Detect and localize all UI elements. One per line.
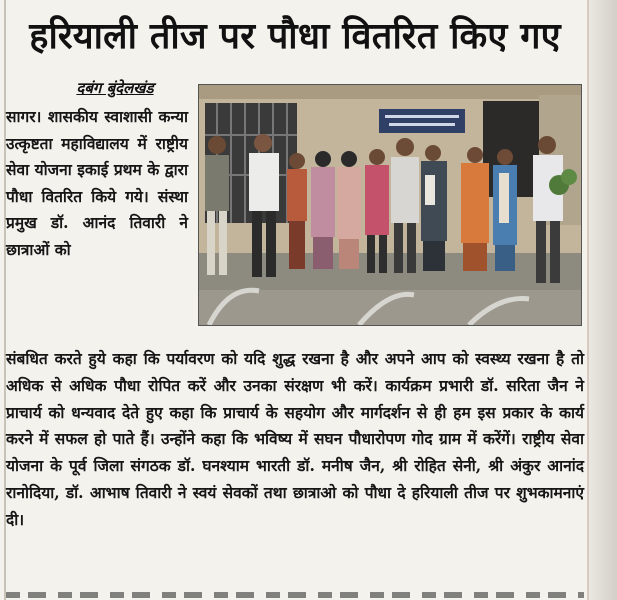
article-body: संबधित करते हुये कहा कि पर्यावरण को यदि शुद्ध रखना है और अपने आप को स्वस्थ्य रखना है तो अधिक से अधिक पौधा रोपित करें और उनका संरक्षण भी करें। कार्यक्रम प्रभारी डॉ. सरिता जैन ने प्राचार्य को धन्यवाद देते हुए कहा कि प्राचार्य के सहयोग और मार्गदर्शन से ही हम इस प्रकार के कार्य करने में सफल हो पाते हैं। उन्होंने कहा कि भविष्य में सघन पौधारोपण गोद ग्राम में करेंगें। राष्ट्रीय सेवा योजना के पूर्व जिला संगठक डॉ. घनश्याम भारती डॉ. मनीष जैन, श्री रोहित सेनी, श्री अंकुर आनांद रानोदिया, डॉ. आभाष तिवारी ने स्वयं सेवकों तथा छात्राओ को पौधा दे हरियाली तीज पर शुभकामनाएं दी। [6, 349, 584, 529]
group-photo-illustration [199, 85, 581, 325]
adjacent-column-edge [587, 0, 617, 600]
article-lead-text: शासकीय स्वाशासी कन्या उत्कृष्टता महाविद्यालय में राष्ट्रीय सेवा योजना इकाई प्रथम के द्वारा पौधा वितरित किये गये। संस्था प्रमुख डॉ. आनंद तिवारी ने छात्राओं को [6, 107, 188, 259]
article-lead-column [6, 104, 188, 263]
article-photo [198, 84, 582, 326]
article-dateline: सागर। [6, 107, 42, 126]
next-article-cutoff [6, 588, 584, 600]
article-byline: दबंग बुंदेलखंड [76, 79, 154, 97]
article-headline: हरियाली तीज पर पौधा वितरित किए गए [29, 16, 561, 57]
right-column-rule [587, 0, 589, 600]
photo-sign-board [379, 109, 465, 133]
